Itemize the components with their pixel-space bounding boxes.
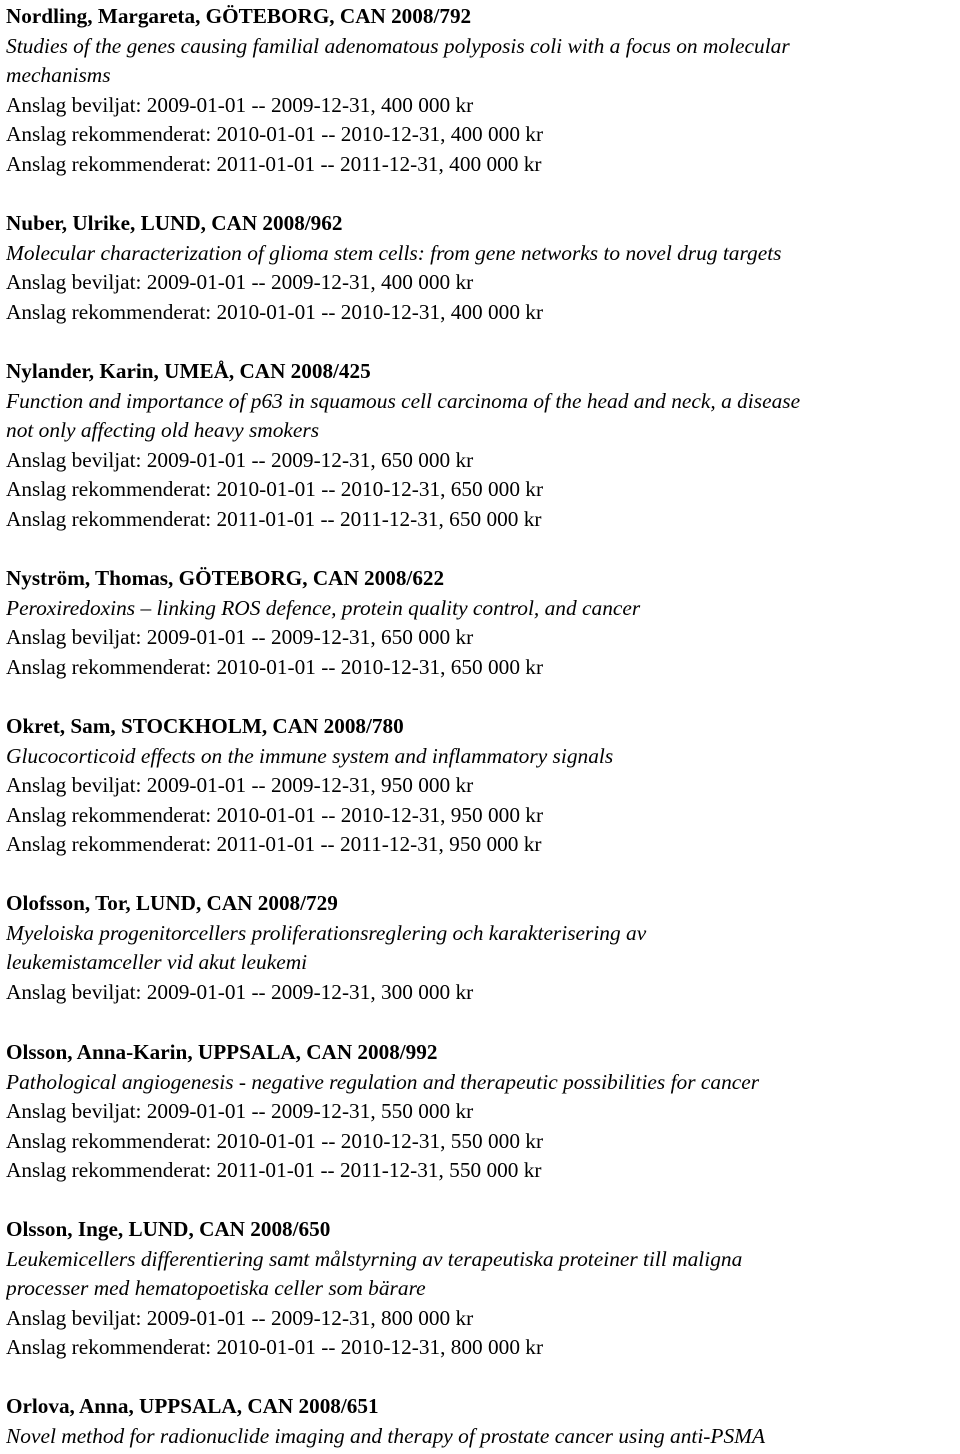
grant-line: Anslag beviljat: 2009-01-01 -- 2009-12-31, 300 000 kr — [6, 979, 474, 1004]
project-title: Leukemicellers differentiering samt målstyrning av terapeutiska proteiner till maligna — [6, 1246, 743, 1271]
grant-line: Anslag rekommenderat: 2011-01-01 -- 2011-12-31, 550 000 kr — [6, 1158, 542, 1183]
project-title: Peroxiredoxins – linking ROS defence, protein quality control, and cancer — [6, 595, 641, 620]
grant-line: Anslag rekommenderat: 2010-01-01 -- 2010-12-31, 400 000 kr — [6, 299, 544, 324]
grant-line: Anslag beviljat: 2009-01-01 -- 2009-12-31, 650 000 kr — [6, 447, 474, 472]
grant-line: Anslag beviljat: 2009-01-01 -- 2009-12-31, 400 000 kr — [6, 270, 474, 295]
grant-line: Anslag rekommenderat: 2010-01-01 -- 2010-12-31, 800 000 kr — [6, 1335, 544, 1360]
applicant-heading: Olofsson, Tor, LUND, CAN 2008/729 — [6, 891, 338, 915]
list-item — [6, 889, 960, 1007]
project-title: Novel method for radionuclide imaging and therapy of prostate cancer using anti-PSMA — [6, 1423, 766, 1448]
project-title: leukemistamceller vid akut leukemi — [6, 950, 308, 975]
grant-line: Anslag beviljat: 2009-01-01 -- 2009-12-31, 950 000 kr — [6, 773, 474, 798]
grant-line: Anslag rekommenderat: 2011-01-01 -- 2011-12-31, 650 000 kr — [6, 506, 542, 531]
project-title: mechanisms — [6, 63, 111, 88]
grant-line: Anslag rekommenderat: 2011-01-01 -- 2011-12-31, 400 000 kr — [6, 151, 542, 176]
list-item — [6, 357, 960, 535]
applicant-heading: Olsson, Inge, LUND, CAN 2008/650 — [6, 1217, 331, 1241]
applicant-heading: Nylander, Karin, UMEÅ, CAN 2008/425 — [6, 359, 371, 383]
project-title: Function and importance of p63 in squamous cell carcinoma of the head and neck, a disease — [6, 388, 801, 413]
applicant-heading: Okret, Sam, STOCKHOLM, CAN 2008/780 — [6, 714, 404, 738]
grant-line: Anslag beviljat: 2009-01-01 -- 2009-12-31, 650 000 kr — [6, 625, 474, 650]
list-item — [6, 1392, 960, 1451]
list-item — [6, 209, 960, 327]
list-item — [6, 2, 960, 180]
grant-line: Anslag rekommenderat: 2010-01-01 -- 2010-12-31, 550 000 kr — [6, 1128, 544, 1153]
grant-line: Anslag rekommenderat: 2010-01-01 -- 2010-12-31, 400 000 kr — [6, 122, 544, 147]
list-item — [6, 1038, 960, 1186]
grant-line: Anslag rekommenderat: 2010-01-01 -- 2010-12-31, 650 000 kr — [6, 477, 544, 502]
grant-line: Anslag rekommenderat: 2010-01-01 -- 2010-12-31, 950 000 kr — [6, 802, 544, 827]
project-title: Studies of the genes causing familial adenomatous polyposis coli with a focus on molecular — [6, 33, 790, 58]
grant-line: Anslag beviljat: 2009-01-01 -- 2009-12-31, 800 000 kr — [6, 1305, 474, 1330]
project-title: not only affecting old heavy smokers — [6, 418, 320, 443]
project-title: Glucocorticoid effects on the immune system and inflammatory signals — [6, 743, 614, 768]
grant-line: Anslag beviljat: 2009-01-01 -- 2009-12-31, 400 000 kr — [6, 92, 474, 117]
applicant-heading: Nuber, Ulrike, LUND, CAN 2008/962 — [6, 211, 343, 235]
grant-line: Anslag beviljat: 2009-01-01 -- 2009-12-31, 550 000 kr — [6, 1099, 474, 1124]
applicant-heading: Orlova, Anna, UPPSALA, CAN 2008/651 — [6, 1394, 379, 1418]
project-title: processer med hematopoetiska celler som bärare — [6, 1276, 426, 1301]
applicant-heading: Nyström, Thomas, GÖTEBORG, CAN 2008/622 — [6, 566, 445, 590]
project-title: Myeloiska progenitorcellers proliferationsreglering och karakterisering av — [6, 920, 647, 945]
applicant-heading: Nordling, Margareta, GÖTEBORG, CAN 2008/792 — [6, 4, 472, 28]
list-item — [6, 1215, 960, 1363]
project-title: Molecular characterization of glioma stem cells: from gene networks to novel drug targets — [6, 240, 782, 265]
list-item — [6, 564, 960, 682]
grant-line: Anslag rekommenderat: 2011-01-01 -- 2011-12-31, 950 000 kr — [6, 832, 542, 857]
applicant-heading: Olsson, Anna-Karin, UPPSALA, CAN 2008/992 — [6, 1040, 438, 1064]
list-item — [6, 712, 960, 860]
project-title: Pathological angiogenesis - negative regulation and therapeutic possibilities for cancer — [6, 1069, 760, 1094]
grant-line: Anslag rekommenderat: 2010-01-01 -- 2010-12-31, 650 000 kr — [6, 654, 544, 679]
